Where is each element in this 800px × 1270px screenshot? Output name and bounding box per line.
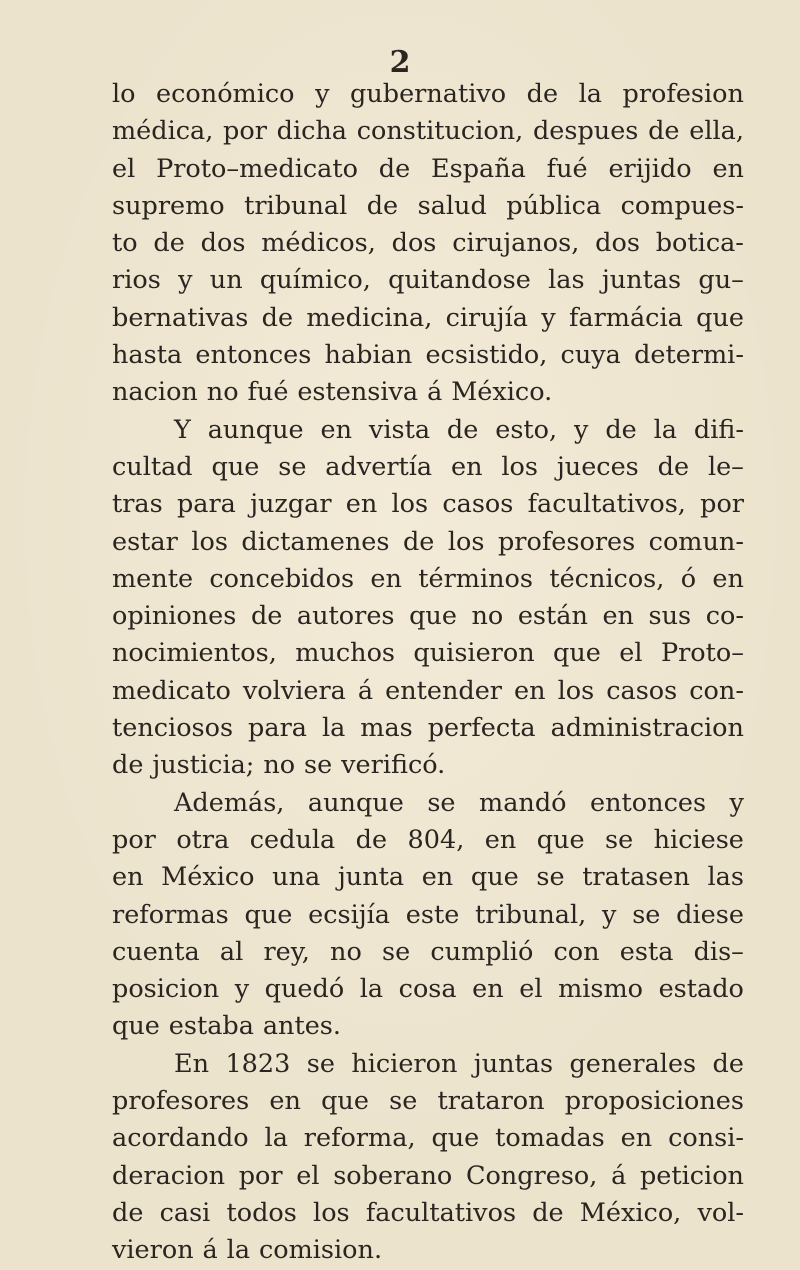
text-line: mente concebidos en términos técnicos, ó en — [112, 563, 744, 594]
text-line: el Proto–medicato de España fué erijido en — [112, 153, 744, 184]
text-line: Y aunque en vista de esto, y de la difi- — [174, 414, 744, 445]
text-line: posicion y quedó la cosa en el mismo estado — [112, 974, 744, 1005]
text-line: nocimientos, muchos quisieron que el Proto– — [112, 638, 744, 669]
text-line: en México una junta en que se tratasen las — [112, 862, 744, 893]
text-line: lo económico y gubernativo de la profesion — [112, 79, 744, 109]
text-line: cultad que se advertía en los jueces de le– — [112, 451, 744, 482]
text-line: nacion no fué estensiva á México. — [112, 377, 553, 408]
text-line: cuenta al rey, no se cumplió con esta dis– — [112, 936, 744, 967]
paragraph — [112, 76, 744, 412]
text-line: bernativas de medicina, cirujía y farmácia que — [112, 302, 744, 333]
text-line: rios y un químico, quitandose las juntas gu– — [112, 265, 744, 296]
text-line: vieron á la comision. — [112, 1235, 383, 1266]
paragraph — [112, 1046, 744, 1270]
text-line: acordando la reforma, que tomadas en consi- — [112, 1123, 744, 1154]
paragraph — [112, 785, 744, 1046]
text-line: Además, aunque se mandó entonces y — [174, 787, 744, 818]
text-line: opiniones de autores que no están en sus co- — [112, 601, 744, 632]
text-line: medicato volviera á entender en los casos con- — [112, 675, 744, 706]
text-line: profesores en que se trataron proposiciones — [112, 1086, 744, 1117]
text-line: que estaba antes. — [112, 1011, 341, 1042]
text-line: hasta entonces habian ecsistido, cuya determi- — [112, 340, 744, 371]
body-text — [112, 76, 744, 1270]
text-line: médica, por dicha constitucion, despues de ella, — [112, 116, 744, 147]
text-line: supremo tribunal de salud pública compues- — [112, 190, 744, 221]
text-line: estar los dictamenes de los profesores comun- — [112, 526, 744, 557]
text-line: En 1823 se hicieron juntas generales de — [174, 1048, 744, 1079]
text-line: to de dos médicos, dos cirujanos, dos botica- — [112, 228, 744, 259]
text-line: tenciosos para la mas perfecta administracion — [112, 713, 744, 744]
paragraph — [112, 412, 744, 785]
page-number: 2 — [389, 45, 411, 80]
text-line: tras para juzgar en los casos facultativos, por — [112, 489, 744, 520]
text-line: por otra cedula de 804, en que se hiciese — [112, 824, 744, 855]
text-line: de casi todos los facultativos de México, vol- — [112, 1197, 744, 1228]
text-line: reformas que ecsijía este tribunal, y se diese — [112, 899, 744, 930]
text-line: deracion por el soberano Congreso, á peticion — [112, 1160, 744, 1191]
text-line: de justicia; no se verificó. — [112, 750, 446, 781]
